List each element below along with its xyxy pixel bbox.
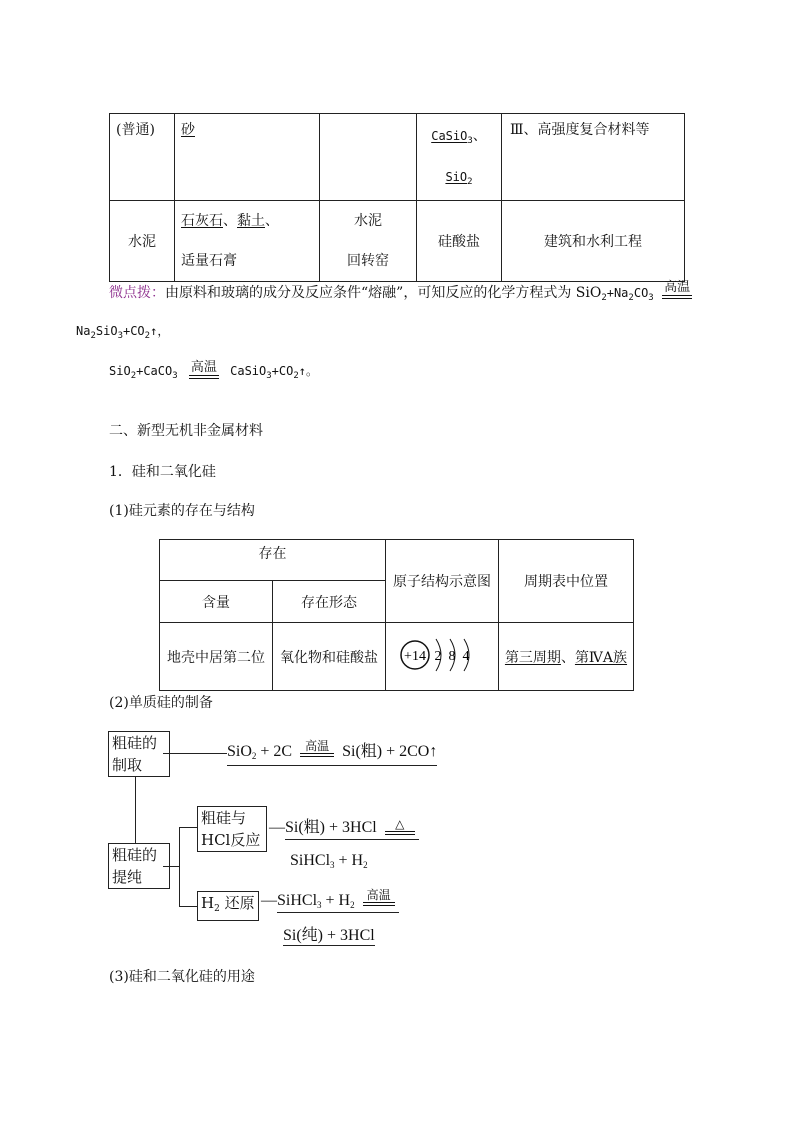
value-position: 第三周期、第ⅣA族	[499, 623, 634, 691]
box-crude-purification: 粗硅的提纯	[108, 843, 170, 889]
connector	[163, 866, 179, 867]
note-label: 微点拨：	[109, 285, 165, 301]
nucleus-label: +14	[404, 648, 426, 664]
note-equation-2: SiO$_2$+CaCO$_3$ 高温 $CaSiO_3+CO_2↑$。	[109, 360, 319, 381]
note-line-2: $Na_2SiO_3+CO_2↑$，	[76, 324, 170, 341]
box-h2-reduction: $H_2$ 还原	[197, 891, 259, 921]
cell-equipment	[320, 114, 417, 201]
cell-composition: CaSiO$_3$、 SiO$_2$	[417, 114, 502, 201]
value-content: 地壳中居第二位	[160, 623, 273, 691]
materials-table	[109, 113, 685, 282]
heading-1-1: (1)硅元素的存在与结构	[109, 503, 255, 519]
equation-hcl: —Si(粗) + 3HCl △	[269, 814, 419, 840]
atom-structure-diagram	[386, 623, 499, 691]
equation-crude: SiO$_2$ + 2C 高温 Si(粗) + 2CO↑	[227, 738, 437, 766]
connector	[179, 906, 197, 907]
condition-high-temp: 高温	[662, 281, 692, 299]
header-position: 周期表中位置	[499, 540, 634, 623]
connector	[179, 827, 180, 907]
shell-2: 8	[448, 648, 456, 664]
box-hcl-reaction: 粗硅与HCl反应	[197, 806, 267, 852]
value-form: 氧化物和硅酸盐	[273, 623, 386, 691]
equation-hcl-products: SiHCl$_3$ + $H_2$	[290, 852, 368, 870]
cell-use: Ⅲ、高强度复合材料等	[502, 114, 685, 201]
cell-cement-raw: 石灰石、黏土、 适量石膏	[175, 201, 320, 282]
cell-cement-equipment: 水泥 回转窑	[320, 201, 417, 282]
shell-1: 2	[434, 648, 442, 664]
section-title: 二、新型无机非金属材料	[109, 423, 263, 439]
header-structure: 原子结构示意图	[386, 540, 499, 623]
header-existence: 存在	[160, 540, 386, 581]
cell-cement: 水泥	[110, 201, 175, 282]
heading-2: (2)单质硅的制备	[109, 695, 213, 711]
cell-type: (普通)	[110, 114, 175, 201]
connector	[135, 777, 136, 843]
heading-3: (3)硅和二氧化硅的用途	[109, 969, 255, 985]
heading-1: 1．硅和二氧化硅	[109, 464, 216, 480]
equation-h2: —SiHCl$_3$ + $H_2$ 高温	[261, 892, 399, 913]
header-form: 存在形态	[273, 581, 386, 623]
cell-cement-composition: 硅酸盐	[417, 201, 502, 282]
header-content: 含量	[160, 581, 273, 623]
note-line-1: 微点拨：由原料和玻璃的成分及反应条件“熔融”，可知反应的化学方程式为 $SiO_2+Na_2CO_3$ 高温	[109, 280, 691, 303]
silicon-table	[159, 539, 634, 691]
connector	[179, 827, 197, 828]
cell-cement-use: 建筑和水利工程	[502, 201, 685, 282]
condition-high-temp-2: 高温	[189, 361, 219, 379]
equation-h2-products: Si(纯) + 3HCl	[283, 922, 375, 946]
shell-3: 4	[462, 648, 470, 664]
box-crude-preparation: 粗硅的制取	[108, 731, 170, 777]
connector	[163, 753, 227, 754]
cell-raw: 砂	[175, 114, 320, 201]
silicon-atom-diagram	[392, 633, 492, 677]
